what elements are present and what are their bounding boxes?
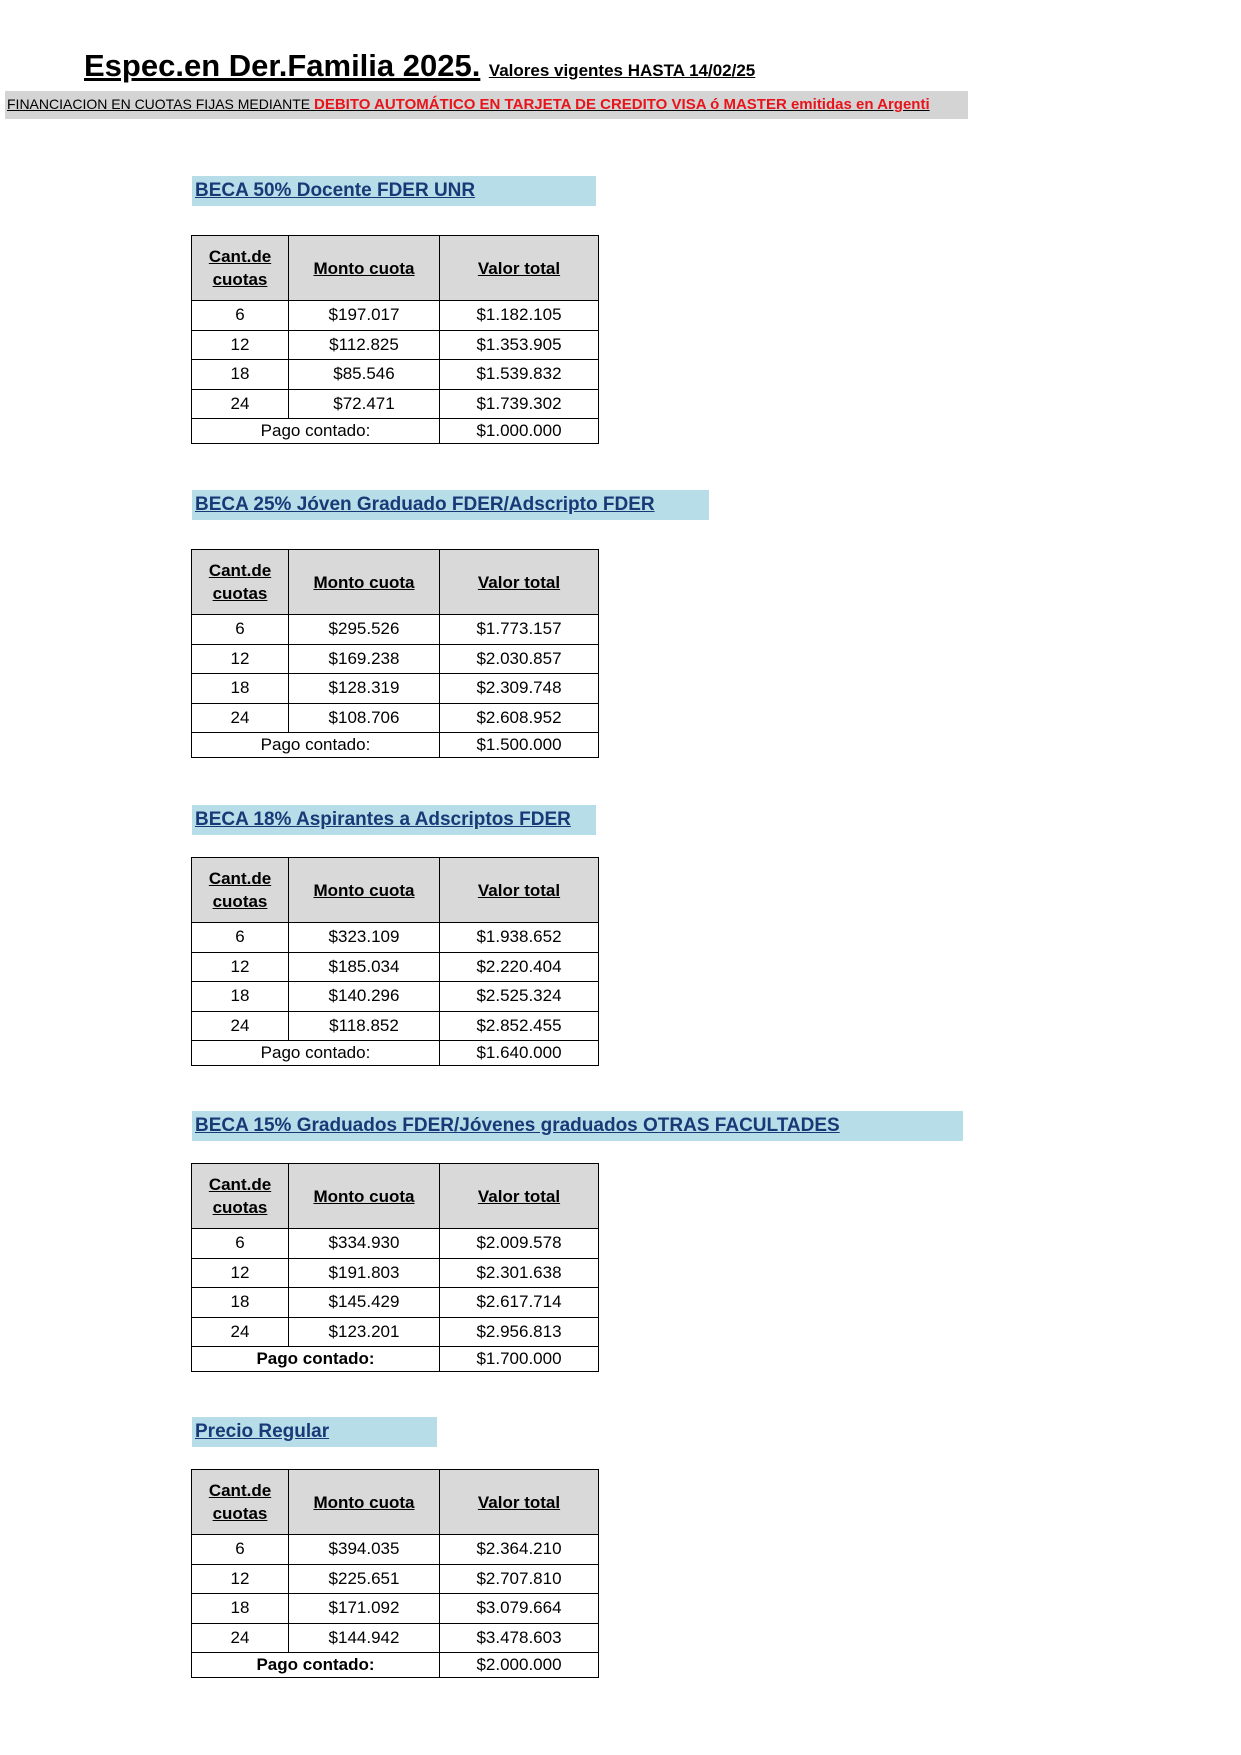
cuotas-cell: 18 <box>192 674 289 704</box>
pago-contado-label: Pago contado: <box>192 419 440 444</box>
total-cell: $2.707.810 <box>440 1564 599 1594</box>
section-title-beca-25: BECA 25% Jóven Graduado FDER/Adscripto FDER <box>192 490 709 520</box>
col-header-total: Valor total <box>440 550 599 615</box>
monto-cell: $112.825 <box>289 330 440 360</box>
total-cell: $2.525.324 <box>440 982 599 1012</box>
total-cell: $1.938.652 <box>440 923 599 953</box>
col-header-monto: Monto cuota <box>289 236 440 301</box>
monto-cell: $140.296 <box>289 982 440 1012</box>
financing-prefix: FINANCIACION EN CUOTAS FIJAS MEDIANTE <box>7 96 311 112</box>
table-row <box>192 1288 599 1318</box>
financing-text <box>7 96 930 113</box>
cuotas-cell: 12 <box>192 1564 289 1594</box>
monto-cell: $169.238 <box>289 644 440 674</box>
total-cell: $2.608.952 <box>440 703 599 733</box>
cuotas-cell: 18 <box>192 1288 289 1318</box>
table-header-row <box>192 236 599 301</box>
col-header-monto: Monto cuota <box>289 858 440 923</box>
monto-cell: $295.526 <box>289 615 440 645</box>
monto-cell: $128.319 <box>289 674 440 704</box>
monto-cell: $197.017 <box>289 301 440 331</box>
table-row <box>192 644 599 674</box>
table-row <box>192 1623 599 1653</box>
cuotas-cell: 12 <box>192 952 289 982</box>
cuotas-cell: 6 <box>192 1229 289 1259</box>
table-row <box>192 301 599 331</box>
cuotas-cell: 18 <box>192 360 289 390</box>
section-title-beca-50: BECA 50% Docente FDER UNR <box>192 176 596 206</box>
cuotas-cell: 12 <box>192 644 289 674</box>
pago-contado-value: $2.000.000 <box>440 1653 599 1678</box>
financing-highlight: DEBITO AUTOMÁTICO EN TARJETA DE CREDITO VISA ó MASTER emitidas en Argenti <box>314 96 930 113</box>
total-cell: $2.301.638 <box>440 1258 599 1288</box>
table-row <box>192 982 599 1012</box>
cuotas-cell: 12 <box>192 330 289 360</box>
monto-cell: $72.471 <box>289 389 440 419</box>
cuotas-cell: 24 <box>192 1011 289 1041</box>
pago-contado-row <box>192 1041 599 1066</box>
col-header-monto: Monto cuota <box>289 1164 440 1229</box>
monto-cell: $144.942 <box>289 1623 440 1653</box>
monto-cell: $85.546 <box>289 360 440 390</box>
monto-cell: $334.930 <box>289 1229 440 1259</box>
col-header-monto: Monto cuota <box>289 550 440 615</box>
monto-cell: $323.109 <box>289 923 440 953</box>
cuotas-cell: 18 <box>192 982 289 1012</box>
monto-cell: $171.092 <box>289 1594 440 1624</box>
total-cell: $2.220.404 <box>440 952 599 982</box>
validity-subtitle: Valores vigentes HASTA 14/02/25 <box>488 61 756 80</box>
table-row <box>192 674 599 704</box>
price-table-beca-18 <box>191 857 599 1066</box>
cuotas-cell: 24 <box>192 1623 289 1653</box>
table-row <box>192 1011 599 1041</box>
table-row <box>192 952 599 982</box>
pago-contado-value: $1.640.000 <box>440 1041 599 1066</box>
cuotas-cell: 6 <box>192 1535 289 1565</box>
col-header-monto: Monto cuota <box>289 1470 440 1535</box>
table-header-row <box>192 1164 599 1229</box>
table-row <box>192 389 599 419</box>
total-cell: $1.773.157 <box>440 615 599 645</box>
monto-cell: $191.803 <box>289 1258 440 1288</box>
table-row <box>192 1564 599 1594</box>
table-row <box>192 615 599 645</box>
table-row <box>192 1229 599 1259</box>
monto-cell: $225.651 <box>289 1564 440 1594</box>
monto-cell: $108.706 <box>289 703 440 733</box>
table-row <box>192 923 599 953</box>
table-header-row <box>192 858 599 923</box>
cuotas-cell: 18 <box>192 1594 289 1624</box>
col-header-total: Valor total <box>440 1470 599 1535</box>
total-cell: $1.353.905 <box>440 330 599 360</box>
total-cell: $1.739.302 <box>440 389 599 419</box>
total-cell: $2.852.455 <box>440 1011 599 1041</box>
col-header-cant: Cant.de cuotas <box>192 1470 289 1535</box>
cuotas-cell: 12 <box>192 1258 289 1288</box>
total-cell: $1.182.105 <box>440 301 599 331</box>
col-header-total: Valor total <box>440 1164 599 1229</box>
page-title-line <box>84 48 755 84</box>
monto-cell: $394.035 <box>289 1535 440 1565</box>
price-table-precio-regular <box>191 1469 599 1678</box>
section-title-precio-regular: Precio Regular <box>192 1417 437 1447</box>
col-header-cant: Cant.de cuotas <box>192 858 289 923</box>
table-row <box>192 1594 599 1624</box>
pago-contado-row <box>192 419 599 444</box>
table-row <box>192 360 599 390</box>
table-row <box>192 330 599 360</box>
pago-contado-label: Pago contado: <box>192 733 440 758</box>
page-title: Espec.en Der.Familia 2025. <box>84 48 481 83</box>
monto-cell: $123.201 <box>289 1317 440 1347</box>
cuotas-cell: 24 <box>192 389 289 419</box>
cuotas-cell: 24 <box>192 1317 289 1347</box>
total-cell: $2.009.578 <box>440 1229 599 1259</box>
col-header-cant: Cant.de cuotas <box>192 550 289 615</box>
table-row <box>192 1258 599 1288</box>
total-cell: $2.030.857 <box>440 644 599 674</box>
pago-contado-value: $1.500.000 <box>440 733 599 758</box>
monto-cell: $185.034 <box>289 952 440 982</box>
cuotas-cell: 6 <box>192 923 289 953</box>
total-cell: $2.956.813 <box>440 1317 599 1347</box>
section-title-beca-18: BECA 18% Aspirantes a Adscriptos FDER <box>192 805 596 835</box>
pago-contado-value: $1.700.000 <box>440 1347 599 1372</box>
pago-contado-row <box>192 1347 599 1372</box>
table-row <box>192 1317 599 1347</box>
table-row <box>192 1535 599 1565</box>
monto-cell: $145.429 <box>289 1288 440 1318</box>
pago-contado-label: Pago contado: <box>192 1653 440 1678</box>
col-header-total: Valor total <box>440 236 599 301</box>
financing-banner <box>5 91 968 119</box>
col-header-cant: Cant.de cuotas <box>192 236 289 301</box>
pago-contado-label: Pago contado: <box>192 1041 440 1066</box>
cuotas-cell: 24 <box>192 703 289 733</box>
pago-contado-row <box>192 733 599 758</box>
monto-cell: $118.852 <box>289 1011 440 1041</box>
total-cell: $3.478.603 <box>440 1623 599 1653</box>
table-header-row <box>192 550 599 615</box>
cuotas-cell: 6 <box>192 301 289 331</box>
total-cell: $2.617.714 <box>440 1288 599 1318</box>
total-cell: $2.364.210 <box>440 1535 599 1565</box>
col-header-cant: Cant.de cuotas <box>192 1164 289 1229</box>
table-header-row <box>192 1470 599 1535</box>
total-cell: $1.539.832 <box>440 360 599 390</box>
pago-contado-row <box>192 1653 599 1678</box>
cuotas-cell: 6 <box>192 615 289 645</box>
section-title-beca-15: BECA 15% Graduados FDER/Jóvenes graduados OTRAS FACULTADES <box>192 1111 963 1141</box>
total-cell: $3.079.664 <box>440 1594 599 1624</box>
pago-contado-value: $1.000.000 <box>440 419 599 444</box>
price-table-beca-25 <box>191 549 599 758</box>
pago-contado-label: Pago contado: <box>192 1347 440 1372</box>
price-table-beca-50 <box>191 235 599 444</box>
total-cell: $2.309.748 <box>440 674 599 704</box>
price-table-beca-15 <box>191 1163 599 1372</box>
col-header-total: Valor total <box>440 858 599 923</box>
table-row <box>192 703 599 733</box>
